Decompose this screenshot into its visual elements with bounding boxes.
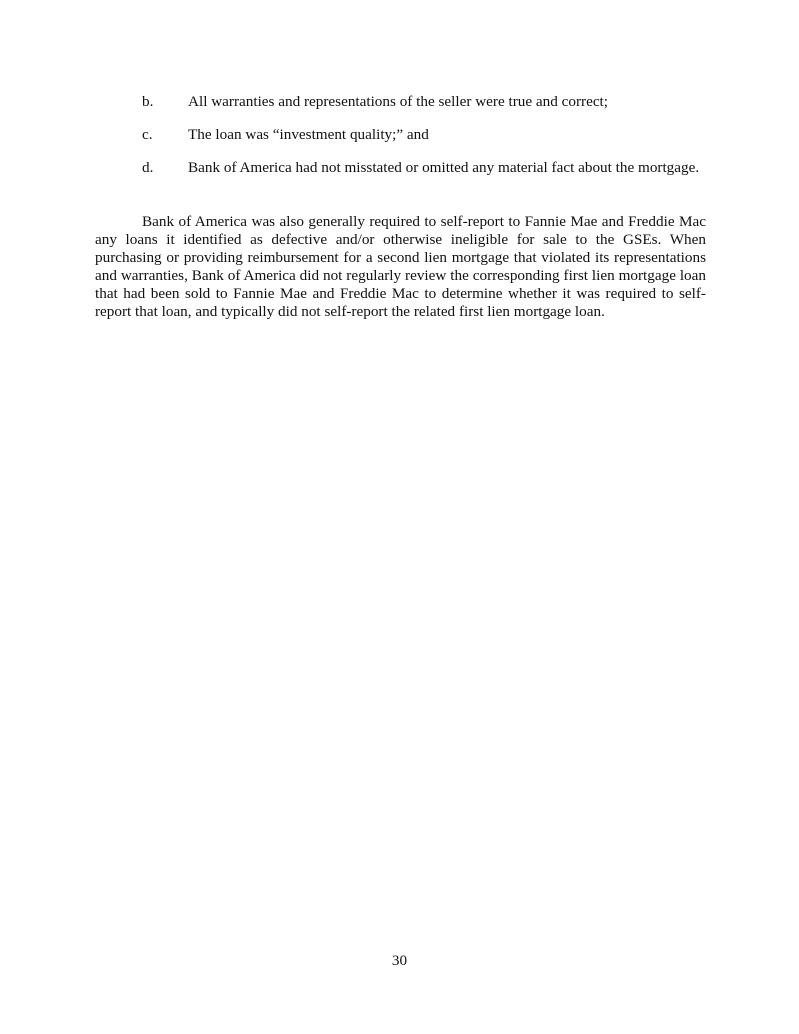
list-item-text: All warranties and representations of the seller were true and correct; [188, 93, 608, 110]
list-item-text: The loan was “investment quality;” and [188, 126, 429, 143]
list-item [142, 93, 706, 111]
body-paragraph: Bank of America was also generally required to self-report to Fannie Mae and Freddie Mac any loans it identified as defective and/or otherwise ineligible for sale to the GSEs. When purchasing or providing reimbursement for a second lien mortgage that violated its representations and warranties, Bank of America did not regularly review the corresponding first lien mortgage loan that had been sold to Fannie Mae and Freddie Mac to determine whether it was required to self-report that loan, and typically did not self-report the related first lien mortgage loan. [95, 213, 706, 320]
list-item-marker: b. [142, 93, 154, 110]
list-item-marker: d. [142, 159, 154, 176]
warranty-list [142, 93, 706, 192]
list-item-text: Bank of America had not misstated or omitted any material fact about the mortgage. [188, 159, 700, 176]
list-item [142, 126, 706, 144]
list-item-marker: c. [142, 126, 153, 143]
page-number: 30 [391, 952, 408, 969]
list-item [142, 159, 706, 177]
